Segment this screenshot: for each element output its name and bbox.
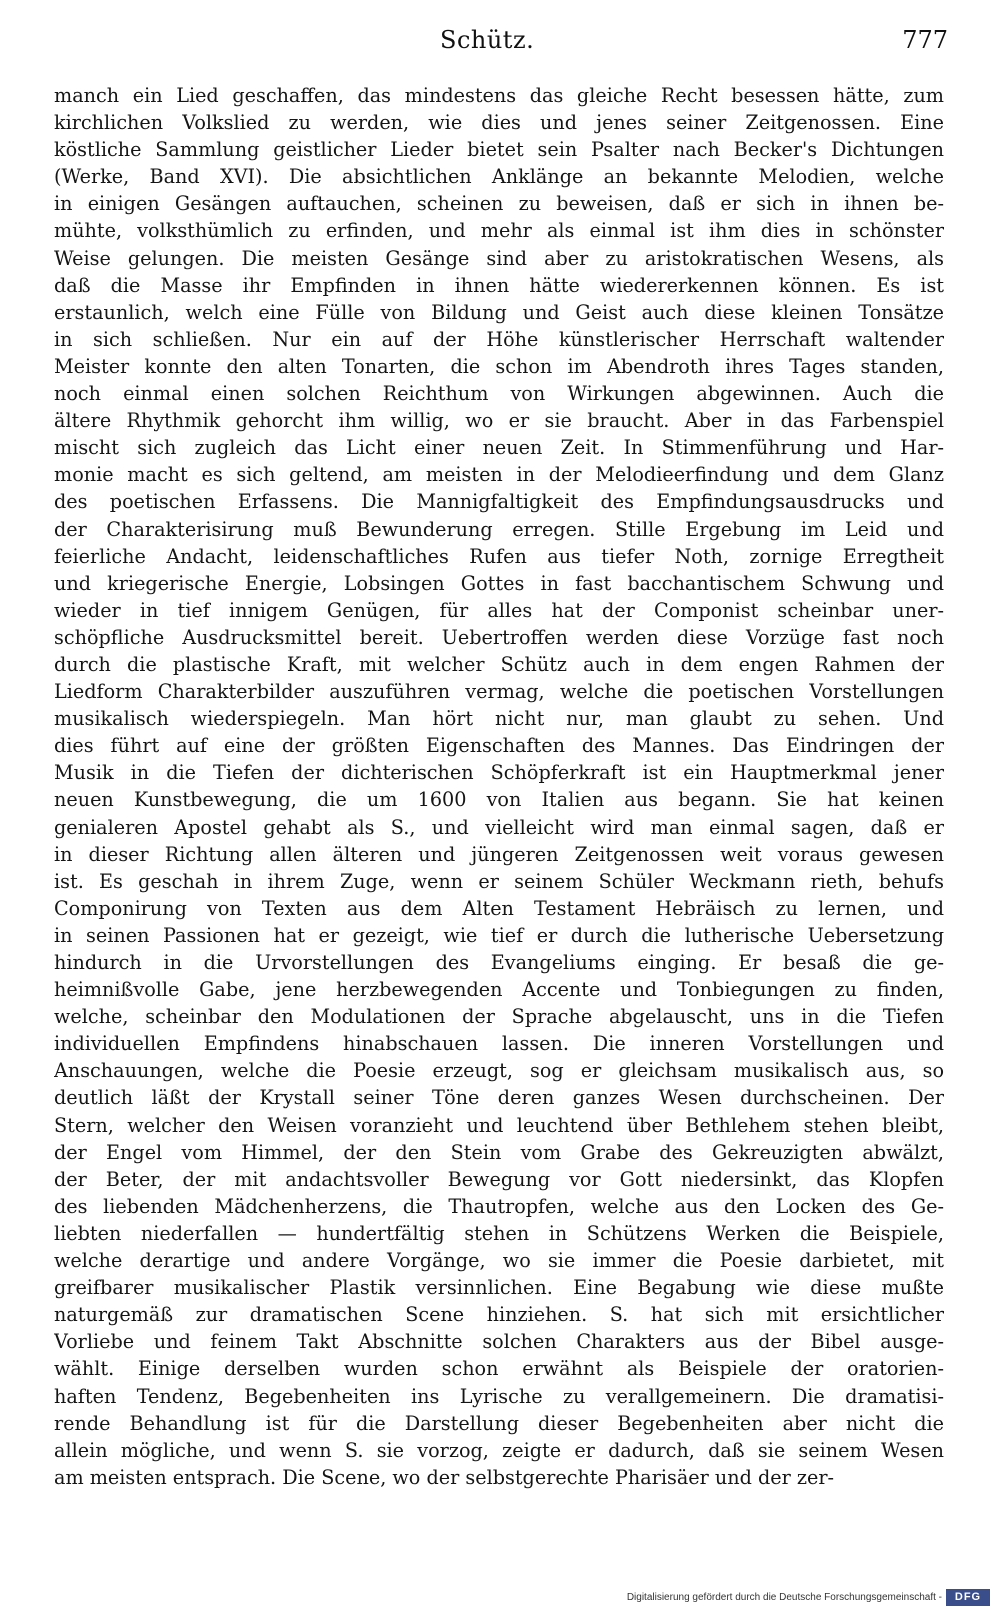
text-line: in einigen Gesängen auftauchen, scheinen zu beweisen, daß er sich in ihnen be-: [54, 192, 944, 216]
text-line: neuen Kunstbewegung, die um 1600 von Italien aus begann. Sie hat keinen: [54, 788, 944, 812]
text-line: haften Tendenz, Begebenheiten ins Lyrische zu verallgemeinern. Die dramatisi-: [54, 1384, 944, 1408]
page-number: 777: [902, 26, 948, 54]
text-line: in dieser Richtung allen älteren und jüngeren Zeitgenossen weit voraus gewesen: [54, 842, 944, 866]
text-line: mühte, volksthümlich zu erfinden, und mehr als einmal ist ihm dies in schönster: [54, 219, 944, 243]
text-line: dies führt auf eine der größten Eigenschaften des Mannes. Das Eindringen der: [54, 734, 944, 758]
text-line: durch die plastische Kraft, mit welcher Schütz auch in dem engen Rahmen der: [54, 652, 944, 676]
text-line: manch ein Lied geschaffen, das mindestens das gleiche Recht besessen hätte, zum: [54, 84, 944, 107]
text-line: wieder in tief innigem Genügen, für alles hat der Componist scheinbar uner-: [54, 598, 944, 622]
dfg-logo: DFG: [946, 1589, 990, 1606]
text-line: des poetischen Erfassens. Die Mannigfaltigkeit des Empfindungsausdrucks und: [54, 490, 944, 514]
text-line: ist. Es geschah in ihrem Zuge, wenn er seinem Schüler Weckmann rieth, behufs: [54, 869, 944, 893]
text-line: ältere Rhythmik gehorcht ihm willig, wo er sie braucht. Aber in das Farbenspiel: [54, 409, 944, 433]
digitization-credit: Digitalisierung gefördert durch die Deutsche Forschungsgemeinschaft -: [626, 1592, 942, 1603]
text-line: naturgemäß zur dramatischen Scene hinziehen. S. hat sich mit ersichtlicher: [54, 1303, 944, 1327]
text-line: kirchlichen Volkslied zu werden, wie dies und jenes seiner Zeitgenossen. Eine: [54, 111, 944, 135]
text-line: daß die Masse ihr Empfinden in ihnen hätte wiedererkennen können. Es ist: [54, 273, 944, 297]
text-line: wählt. Einige derselben wurden schon erwähnt als Beispiele der oratorien-: [54, 1357, 944, 1381]
text-line: der Charakterisirung muß Bewunderung erregen. Stille Ergebung im Leid und: [54, 517, 944, 541]
text-line: des liebenden Mädchenherzens, die Thautropfen, welche aus den Locken des Ge-: [54, 1194, 944, 1218]
text-line: welche, scheinbar den Modulationen der Sprache abgelauscht, uns in die Tiefen: [54, 1005, 944, 1029]
text-line: rende Behandlung ist für die Darstellung dieser Begebenheiten aber nicht die: [54, 1411, 944, 1435]
text-line: noch einmal einen solchen Reichthum von Wirkungen abgewinnen. Auch die: [54, 382, 944, 406]
text-line: greifbarer musikalischer Plastik versinnlichen. Eine Begabung wie diese mußte: [54, 1276, 944, 1300]
running-head: Schütz.: [440, 26, 535, 54]
text-line: Componirung von Texten aus dem Alten Testament Hebräisch zu lernen, und: [54, 896, 944, 920]
text-line: am meisten entsprach. Die Scene, wo der selbstgerechte Pharisäer und der zer-: [54, 1465, 835, 1489]
text-line: monie macht es sich geltend, am meisten in der Melodieerfindung und dem Glanz: [54, 463, 944, 487]
text-line: (Werke, Band XVI). Die absichtlichen Anklänge an bekannte Melodien, welche: [54, 165, 944, 189]
text-line: Liedform Charakterbilder auszuführen vermag, welche die poetischen Vorstellungen: [54, 680, 944, 704]
text-line: mischt sich zugleich das Licht einer neuen Zeit. In Stimmenführung und Har-: [54, 436, 944, 460]
text-line: Anschauungen, welche die Poesie erzeugt, sog er gleichsam musikalisch aus, so: [54, 1059, 944, 1083]
text-line: der Engel vom Himmel, der den Stein vom Grabe des Gekreuzigten abwälzt,: [54, 1140, 944, 1164]
text-line: Stern, welcher den Weisen voranzieht und leuchtend über Bethlehem stehen bleibt,: [54, 1113, 944, 1137]
text-line: hindurch in die Urvorstellungen des Evangeliums einging. Er besaß die ge-: [54, 951, 944, 974]
text-line: Meister konnte den alten Tonarten, die schon im Abendroth ihres Tages standen,: [54, 354, 944, 378]
text-line: in seinen Passionen hat er gezeigt, wie tief er durch die lutherische Uebersetzung: [54, 923, 944, 947]
text-line: Weise gelungen. Die meisten Gesänge sind aber zu aristokratischen Wesens, als: [54, 246, 944, 270]
text-line: der Beter, der mit andachtsvoller Bewegung vor Gott niedersinkt, das Klopfen: [54, 1167, 944, 1191]
text-line: musikalisch wiederspiegeln. Man hört nicht nur, man glaubt zu sehen. Und: [54, 707, 944, 731]
text-line: Musik in die Tiefen der dichterischen Schöpferkraft ist ein Hauptmerkmal jener: [54, 761, 944, 785]
body-text: [54, 82, 944, 1491]
text-line: schöpfliche Ausdrucksmittel bereit. Uebertroffen werden diese Vorzüge fast noch: [54, 625, 944, 649]
text-line: heimnißvolle Gabe, jene herzbewegenden Accente und Tonbiegungen zu finden,: [54, 978, 944, 1002]
text-line: Vorliebe und feinem Takt Abschnitte solchen Charakters aus der Bibel ausge-: [54, 1330, 944, 1354]
text-line: köstliche Sammlung geistlicher Lieder bietet sein Psalter nach Becker's Dichtungen: [54, 138, 944, 162]
text-line: in sich schließen. Nur ein auf der Höhe künstlerischer Herrschaft waltender: [54, 327, 944, 351]
text-line: welche derartige und andere Vorgänge, wo sie immer die Poesie darbietet, mit: [54, 1249, 944, 1273]
text-line: genialeren Apostel gehabt als S., und vielleicht wird man einmal sagen, daß er: [54, 815, 944, 839]
text-line: individuellen Empfindens hinabschauen lassen. Die inneren Vorstellungen und: [54, 1032, 944, 1056]
text-line: allein mögliche, und wenn S. sie vorzog, zeigte er dadurch, daß sie seinem Wesen: [54, 1438, 944, 1462]
text-line: erstaunlich, welch eine Fülle von Bildung und Geist auch diese kleinen Tonsätze: [54, 300, 944, 324]
text-line: feierliche Andacht, leidenschaftliches Rufen aus tiefer Noth, zornige Erregtheit: [54, 544, 944, 568]
text-line: liebten niederfallen — hundertfältig stehen in Schützens Werken die Beispiele,: [54, 1221, 944, 1245]
text-line: und kriegerische Energie, Lobsingen Gottes in fast bacchantischem Schwung und: [54, 571, 944, 595]
text-line: deutlich läßt der Krystall seiner Töne deren ganzes Wesen durchscheinen. Der: [54, 1086, 944, 1110]
